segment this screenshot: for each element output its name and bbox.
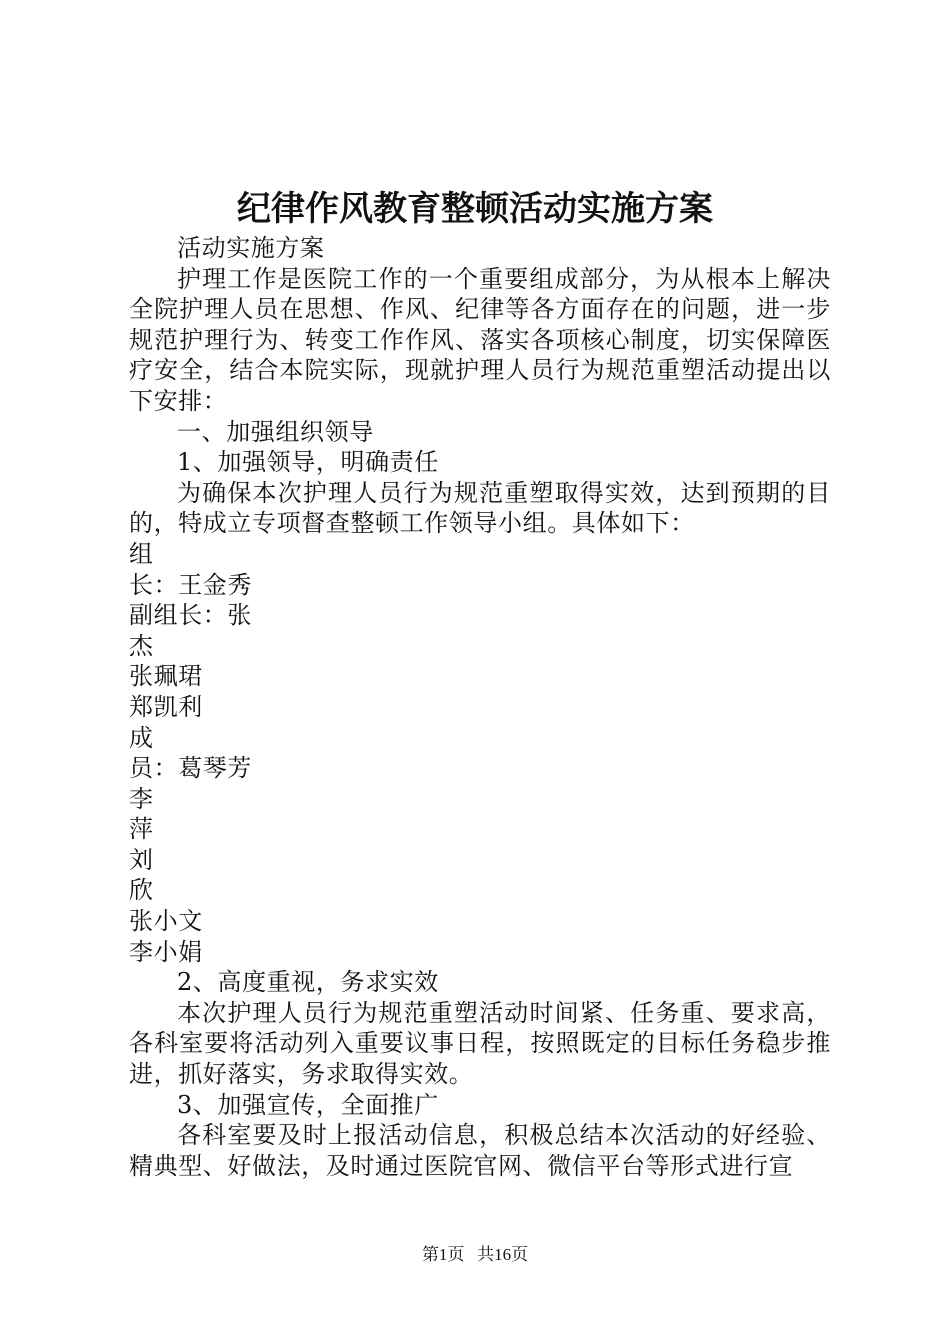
- page-footer: [0, 1243, 950, 1267]
- footer-spacer: [469, 1245, 473, 1264]
- page-total: 共16页: [477, 1245, 529, 1264]
- paragraph: 员：葛琴芳: [129, 754, 252, 783]
- document-body: [129, 233, 831, 1181]
- paragraph: 为确保本次护理人员行为规范重塑取得实效，达到预期的目的，特成立专项督查整顿工作领导小组。具体如下：: [129, 478, 831, 538]
- paragraph: 一、加强组织领导: [177, 417, 374, 446]
- paragraph: 杰: [129, 631, 154, 660]
- paragraph: 2、高度重视，务求实效: [177, 968, 439, 997]
- paragraph: 本次护理人员行为规范重塑活动时间紧、任务重、要求高，各科室要将活动列入重要议事日程，按照既定的目标任务稳步推进，抓好落实，务求取得实效。: [129, 998, 831, 1089]
- paragraph: 张珮珺: [129, 662, 203, 691]
- paragraph: 1、加强领导，明确责任: [177, 448, 439, 477]
- paragraph: 欣: [129, 876, 154, 905]
- paragraph: 活动实施方案: [177, 234, 325, 262]
- paragraph: 成: [129, 723, 154, 752]
- paragraph: 张小文: [129, 907, 203, 936]
- paragraph: 李: [129, 784, 154, 813]
- paragraph: 萍: [129, 815, 154, 844]
- document-title: 纪律作风教育整顿活动实施方案: [237, 189, 713, 229]
- paragraph: 李小娟: [129, 937, 203, 966]
- paragraph: 长：王金秀: [129, 570, 252, 599]
- paragraph: 3、加强宣传，全面推广: [177, 1090, 439, 1119]
- paragraph: 刘: [129, 845, 154, 874]
- page-number: 第1页: [421, 1245, 465, 1264]
- paragraph: 各科室要及时上报活动信息，积极总结本次活动的好经验、精典型、好做法，及时通过医院官网、微信平台等形式进行宣: [129, 1121, 831, 1180]
- paragraph: 副组长：张: [129, 601, 252, 630]
- paragraph: 护理工作是医院工作的一个重要组成部分，为从根本上解决全院护理人员在思想、作风、纪律等各方面存在的问题，进一步规范护理行为、转变工作作风、落实各项核心制度，切实保障医疗安全，结合本院实际，现就护理人员行为规范重塑活动提出以下安排：: [129, 264, 831, 415]
- paragraph: 组: [129, 539, 154, 568]
- paragraph: 郑凯利: [129, 692, 203, 721]
